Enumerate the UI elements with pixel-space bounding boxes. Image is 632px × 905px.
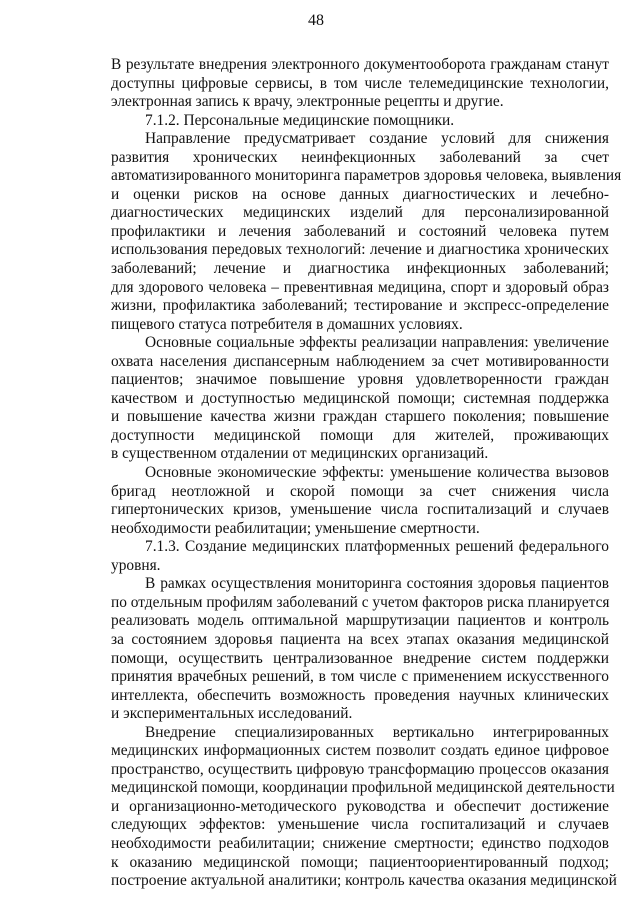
text-line: профилактики и лечения заболеваний и состояний человека путем <box>111 222 609 240</box>
text-line: и повышение качества жизни граждан старшего поколения; повышение <box>111 408 609 426</box>
text-line: медицинской помощи, координации профильной медицинской деятельности <box>111 779 615 797</box>
page-number: 48 <box>308 12 324 29</box>
text-line: необходимости реабилитации; уменьшение смертности. <box>111 519 480 537</box>
text-line: к оказанию медицинской помощи; пациентоориентированный подход; <box>111 853 609 871</box>
text-line: по отдельным профилям заболеваний с учетом факторов риска планируется <box>111 593 610 611</box>
text-line: Направление предусматривает создание условий для снижения <box>145 130 609 148</box>
text-line: помощи, осуществить централизованное внедрение систем поддержки <box>111 649 609 667</box>
text-line: доступности медицинской помощи для жителей, проживающих <box>111 426 609 444</box>
body-text <box>111 56 622 891</box>
text-line: построение актуальной аналитики; контроль качества оказания медицинской <box>111 872 617 890</box>
text-line: диагностических медицинских изделий для персонализированной <box>111 204 609 222</box>
text-line: электронная запись к врачу, электронные рецепты и другие. <box>111 93 504 111</box>
text-line: 7.1.2. Персональные медицинские помощники. <box>145 111 455 129</box>
text-line: для здорового человека – превентивная медицина, спорт и здоровый образ <box>111 278 609 296</box>
text-line: качеством и доступностью медицинской помощи; системная поддержка <box>111 389 609 407</box>
text-line: гипертонических кризов, уменьшение числа госпитализаций и случаев <box>111 501 609 519</box>
text-line: и экспериментальных исследований. <box>111 705 353 723</box>
text-line: Основные социальные эффекты реализации направления: увеличение <box>145 334 609 352</box>
text-line: пациентов; значимое повышение уровня удовлетворенности граждан <box>111 371 609 389</box>
text-line: доступны цифровые сервисы, в том числе телемедицинские технологии, <box>111 74 609 92</box>
text-line: охвата населения диспансерным наблюдением за счет мотивированности <box>111 352 609 370</box>
text-line: бригад неотложной и скорой помощи за счет снижения числа <box>111 482 609 500</box>
text-line: Основные экономические эффекты: уменьшение количества вызовов <box>145 464 609 482</box>
text-line: следующих эффектов: уменьшение числа госпитализаций и случаев <box>111 816 609 834</box>
text-line: жизни, профилактика заболеваний; тестирование и экспресс-определение <box>111 297 609 315</box>
text-line: 7.1.3. Создание медицинских платформенных решений федерального <box>145 538 609 556</box>
text-line: В результате внедрения электронного документооборота гражданам станут <box>111 56 609 73</box>
text-line: уровня. <box>111 556 161 574</box>
text-line: за состоянием здоровья пациента на всех этапах оказания медицинской <box>111 630 609 648</box>
text-line: использования передовых технологий: лечение и диагностика хронических <box>111 241 609 259</box>
text-line: и организационно-методического руководства и обеспечит достижение <box>111 797 609 815</box>
text-line: реализовать модель оптимальной маршрутизации пациентов и контроль <box>111 612 609 630</box>
text-line: В рамках осуществления мониторинга состояния здоровья пациентов <box>145 575 609 593</box>
text-line: интеллекта, обеспечить возможность проведения научных клинических <box>111 686 609 704</box>
text-line: развития хронических неинфекционных заболеваний за счет <box>111 148 609 166</box>
text-line: необходимости реабилитации; снижение смертности; единство подходов <box>111 834 609 852</box>
text-line: в существенном отдалении от медицинских организаций. <box>111 445 489 463</box>
text-line: заболеваний; лечение и диагностика инфекционных заболеваний; <box>111 260 609 278</box>
text-line: медицинских информационных систем позволит создать единое цифровое <box>111 742 609 760</box>
text-line: и оценки рисков на основе данных диагностических и лечебно- <box>111 185 609 203</box>
text-line: автоматизированного мониторинга параметров здоровья человека, выявления <box>111 167 622 185</box>
text-line: принятия врачебных решений, в том числе с применением искусственного <box>111 668 609 686</box>
text-line: Внедрение специализированных вертикально интегрированных <box>145 723 609 741</box>
text-line: пространство, осуществить цифровую трансформацию процессов оказания <box>111 760 609 778</box>
text-line: пищевого статуса потребителя в домашних условиях. <box>111 315 463 333</box>
